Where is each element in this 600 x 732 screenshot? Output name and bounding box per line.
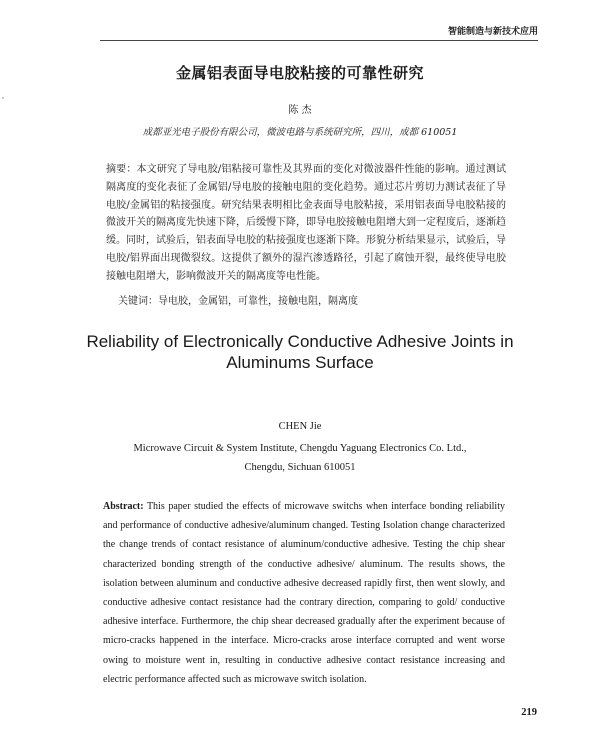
running-header: 智能制造与新技术应用 <box>447 27 538 37</box>
author-cn: 陈 杰 <box>288 105 312 116</box>
scan-mark <box>2 97 4 99</box>
abstract-cn: 摘要：本文研究了导电胶/铝粘接可靠性及其界面的变化对微波器件性能的影响。通过测试隔离度的变化表征了金属铝/导电胶的接触电阻的变化趋势。通过芯片剪切力测试表征了导电胶/金属铝的粘接强度。研究结果表明相比金表面导电胶粘接，采用铝表面导电胶粘接的微波开关的隔离度先快速下降，后缓慢下降，即导电胶接触电阻增大到一定程度后，逐渐趋缓。同时，试验后，铝表面导电胶的粘接强度也逐渐下降。形貌分析结果显示，试验后，导电胶/铝界面出现微裂纹。这提供了额外的湿汽渗透路径，引起了腐蚀开裂，最终使导电胶接触电阻增大，影响微波开关的隔离度等电性能。 <box>106 164 506 282</box>
page-number: 219 <box>521 707 537 718</box>
header-rule <box>100 40 538 41</box>
paper-title-cn: 金属铝表面导电胶粘接的可靠性研究 <box>175 64 424 82</box>
abstract-en-text: This paper studied the effects of microwave switchs when interface bonding reliability and performance of conductive adhesive/aluminum changed. Testing Isolation change characterized the change trends of contact resistance of aluminum/conductive adhesive. Testing the chip shear characterized bonding strength of the conductive adhesive/ aluminum. The results shows, the isolation between aluminum and conductive adhesive decreased rapidly first, then went slowly, and conductive adhesive contact resistance had the contrary direction, comparing to gold/ conductive adhesive interface. Furthermore, the chip shear decreased gradually after the experiment because of micro-cracks happened in the interface. Micro-cracks arose interface corrupted and went worse owing to moisture went in, resulting in conductive adhesive contact resistance increasing and electric performance affected such as microwave switch isolation. <box>103 501 505 685</box>
author-en: CHEN Jie <box>278 421 322 432</box>
affiliation-en: Microwave Circuit & System Institute, Chengdu Yaguang Electronics Co. Ltd., Chengdu, Sichuan 610051 <box>133 443 467 473</box>
keywords-cn: 关键词：导电胶，金属铝，可靠性，接触电阻，隔离度 <box>118 296 358 307</box>
abstract-label: Abstract: <box>103 501 144 512</box>
affiliation-cn: 成都亚光电子股份有限公司，微波电路与系统研究所，四川，成都 610051 <box>142 127 458 138</box>
abstract-en <box>103 497 505 689</box>
paper-title-en: Reliability of Electronically Conductive Adhesive Joints in Aluminums Surface <box>86 332 514 372</box>
